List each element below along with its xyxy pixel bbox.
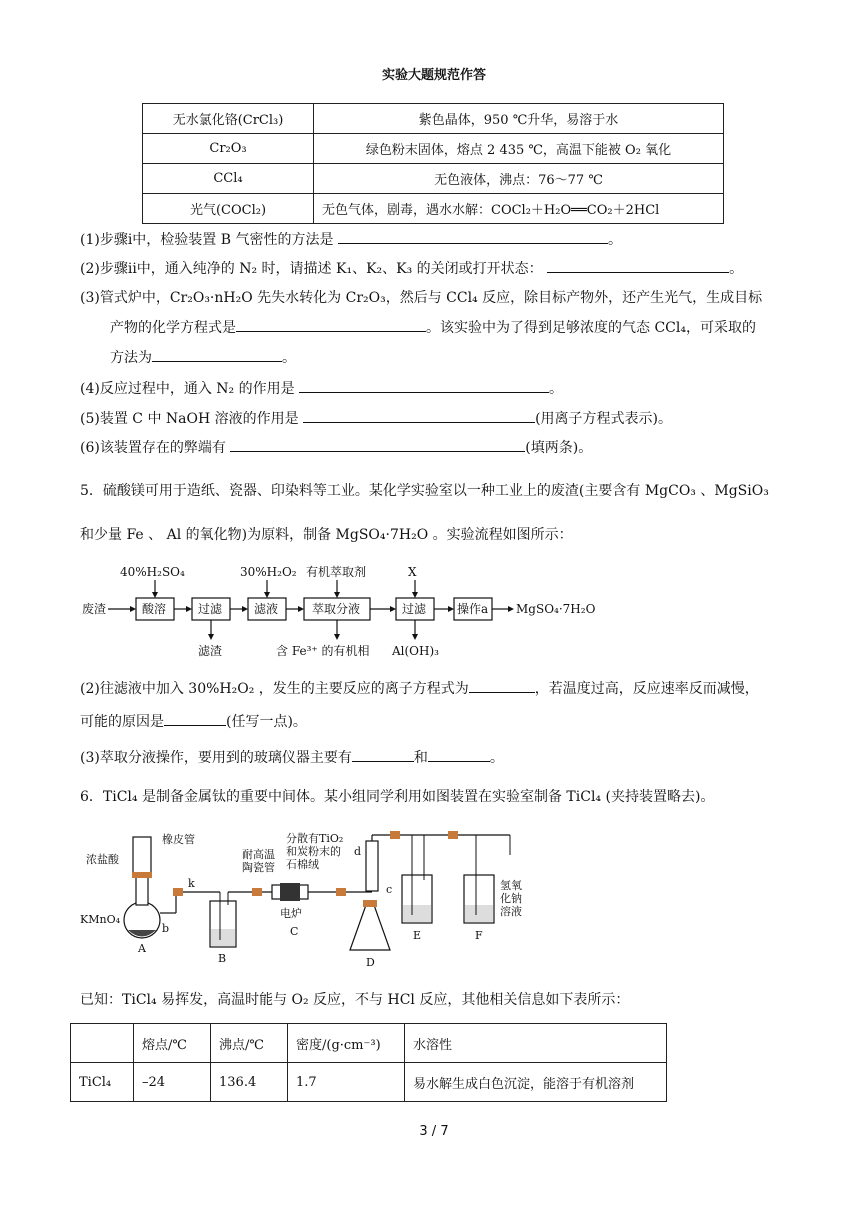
flow-output: Al(OH)₃ — [392, 644, 439, 658]
question-5-intro: 5．硫酸镁可用于造纸、瓷器、印染料等工业。某化学实验室以一种工业上的废渣(主要含有 MgCO₃ 、MgSiO₃ — [80, 483, 769, 499]
apparatus-label: 和炭粉末的 — [286, 845, 341, 858]
table-cell: –24 — [134, 1063, 211, 1102]
question-4-1 — [80, 229, 622, 250]
known-info: 已知：TiCl₄ 易挥发，高温时能与 O₂ 反应，不与 HCl 反应，其他相关信息如下表所示： — [80, 992, 630, 1008]
table-cell: 1.7 — [288, 1063, 405, 1102]
answer-blank[interactable] — [547, 258, 729, 273]
apparatus-label: 陶瓷管 — [242, 861, 275, 874]
question-4-2 — [80, 258, 743, 279]
question-text: 。 — [549, 381, 564, 397]
apparatus-label: 橡皮管 — [162, 833, 195, 846]
answer-blank[interactable] — [428, 747, 490, 762]
apparatus-label: 石棉绒 — [286, 858, 319, 871]
apparatus-label: 浓盐酸 — [86, 853, 119, 866]
apparatus-label: C — [290, 925, 299, 938]
question-text: 。 — [282, 350, 296, 366]
question-text: (任写一点)。 — [226, 714, 307, 730]
table-cell: CCl₄ — [143, 164, 314, 194]
flow-output: 含 Fe³⁺ 的有机相 — [276, 644, 370, 658]
answer-blank[interactable] — [152, 347, 282, 362]
question-text: (用离子方程式表示)。 — [535, 411, 673, 427]
apparatus-label: D — [366, 956, 375, 969]
apparatus-label: d — [354, 845, 362, 858]
question-text: (填两条)。 — [525, 440, 593, 456]
table-cell: 无色气体，剧毒，遇水水解：COCl₂＋H₂O══CO₂＋2HCl — [314, 194, 724, 224]
apparatus-label: c — [386, 883, 393, 896]
table-row — [143, 164, 724, 194]
flow-step: 操作a — [457, 602, 489, 616]
table-cell: 绿色粉末固体，熔点 2 435 ℃，高温下能被 O₂ 氧化 — [314, 134, 724, 164]
question-text: 。该实验中为了得到足够浓度的气态 CCl₄，可采取的 — [426, 320, 756, 336]
page-number: 3 / 7 — [419, 1124, 449, 1139]
table-cell: 无色液体，沸点：76～77 ℃ — [314, 164, 724, 194]
apparatus-label: 电炉 — [280, 907, 302, 920]
question-5-intro-cont: 和少量 Fe 、 Al 的氧化物)为原料，制备 MgSO₄·7H₂O 。实验流程如图所示： — [80, 527, 573, 543]
apparatus-diagram — [80, 825, 540, 975]
question-4-3: (3)管式炉中，Cr₂O₃·nH₂O 先失水转化为 Cr₂O₃，然后与 CCl₄ 反应，除目标产物外，还产生光气，生成目标 — [80, 290, 763, 306]
answer-blank[interactable] — [338, 229, 608, 244]
question-text: (2)步骤ⅱ中，通入纯净的 N₂ 时，请描述 K₁、K₂、K₃ 的关闭或打开状态： — [80, 261, 543, 277]
question-text: (6)该装置存在的弊端有 — [80, 440, 226, 456]
answer-blank[interactable] — [352, 747, 414, 762]
question-text: 。 — [729, 261, 744, 277]
question-text: 产物的化学方程式是 — [110, 320, 236, 336]
table-cell: 无水氯化铬(CrCl₃) — [143, 104, 314, 134]
question-4-4 — [80, 378, 563, 399]
page-title: 实验大题规范作答 — [381, 68, 486, 83]
flow-input: X — [408, 565, 417, 579]
table-cell: 易水解生成白色沉淀，能溶于有机溶剂 — [405, 1063, 667, 1102]
answer-blank[interactable] — [230, 437, 525, 452]
question-4-6 — [80, 437, 592, 458]
table-row — [143, 104, 724, 134]
question-5-2-cont — [80, 711, 307, 732]
flow-step: 过滤 — [402, 602, 427, 616]
flow-input: 30%H₂O₂ — [240, 565, 297, 579]
apparatus-label: B — [218, 952, 227, 965]
table-header: 熔点/℃ — [134, 1024, 211, 1063]
table-cell: 光气(COCl₂) — [143, 194, 314, 224]
apparatus-label: k — [188, 877, 195, 890]
question-text: 。 — [607, 232, 622, 248]
dropping-funnel — [133, 837, 151, 875]
question-4-3-method — [110, 347, 296, 368]
apparatus-label: 溶液 — [500, 905, 522, 918]
apparatus-label: 耐高温 — [242, 848, 275, 861]
apparatus-label: F — [475, 929, 483, 942]
flow-start: 废渣 — [82, 602, 107, 616]
answer-blank[interactable] — [164, 711, 226, 726]
question-text: (3)萃取分液操作，要用到的玻璃仪器主要有 — [80, 750, 352, 766]
question-5-2 — [80, 678, 759, 699]
question-5-3 — [80, 747, 504, 768]
apparatus-label: E — [413, 929, 422, 942]
flow-step: 酸溶 — [142, 602, 167, 616]
apparatus-label: 氢氧 — [500, 879, 522, 892]
table-row — [143, 134, 724, 164]
table-row — [71, 1063, 667, 1102]
table-header — [71, 1024, 134, 1063]
answer-blank[interactable] — [469, 678, 535, 693]
question-text: ，若温度过高，反应速率反而减慢， — [534, 681, 759, 697]
flow-output: 滤渣 — [198, 644, 223, 658]
answer-blank[interactable] — [236, 317, 426, 332]
flow-step: 过滤 — [198, 602, 223, 616]
apparatus-label: 化钠 — [500, 892, 522, 905]
flow-product: MgSO₄·7H₂O — [516, 602, 596, 616]
question-6-intro: 6．TiCl₄ 是制备金属钛的重要中间体。某小组同学利用如图装置在实验室制备 TiCl₄ (夹持装置略去)。 — [80, 789, 715, 805]
table-header-row — [71, 1024, 667, 1063]
question-text: (2)往滤液中加入 30%H₂O₂ ，发生的主要反应的离子方程式为 — [80, 681, 469, 697]
answer-blank[interactable] — [303, 408, 535, 423]
question-text: (1)步骤ⅰ中，检验装置 B 气密性的方法是 — [80, 232, 334, 248]
question-text: (4)反应过程中，通入 N₂ 的作用是 — [80, 381, 295, 397]
question-text: 。 — [489, 750, 504, 766]
question-4-3-cont — [110, 317, 756, 338]
flow-input: 有机萃取剂 — [306, 565, 367, 579]
table-row — [143, 194, 724, 224]
table-cell: 136.4 — [211, 1063, 288, 1102]
apparatus-label: KMnO₄ — [80, 913, 120, 926]
ticl4-table — [70, 1023, 667, 1102]
question-4-5 — [80, 408, 672, 429]
flow-chart — [80, 562, 620, 662]
table-cell: Cr₂O₃ — [143, 134, 314, 164]
flow-input: 40%H₂SO₄ — [120, 565, 185, 579]
apparatus-label: 分散有TiO₂ — [286, 832, 344, 845]
table-cell: TiCl₄ — [71, 1063, 134, 1102]
table-cell: 紫色晶体，950 ℃升华，易溶于水 — [314, 104, 724, 134]
flow-step: 滤液 — [254, 602, 279, 616]
table-header: 沸点/℃ — [211, 1024, 288, 1063]
question-text: 方法为 — [110, 350, 152, 366]
answer-blank[interactable] — [299, 378, 549, 393]
table-header: 水溶性 — [405, 1024, 667, 1063]
condenser — [366, 841, 378, 891]
table-header: 密度/(g·cm⁻³) — [288, 1024, 405, 1063]
flow-step: 萃取分液 — [312, 602, 361, 616]
question-text: (5)装置 C 中 NaOH 溶液的作用是 — [80, 411, 299, 427]
property-table — [142, 103, 724, 224]
apparatus-label: b — [162, 922, 170, 935]
question-text: 可能的原因是 — [80, 714, 164, 730]
question-text: 和 — [413, 750, 428, 766]
apparatus-label: A — [138, 942, 146, 955]
flask-d — [350, 905, 390, 950]
